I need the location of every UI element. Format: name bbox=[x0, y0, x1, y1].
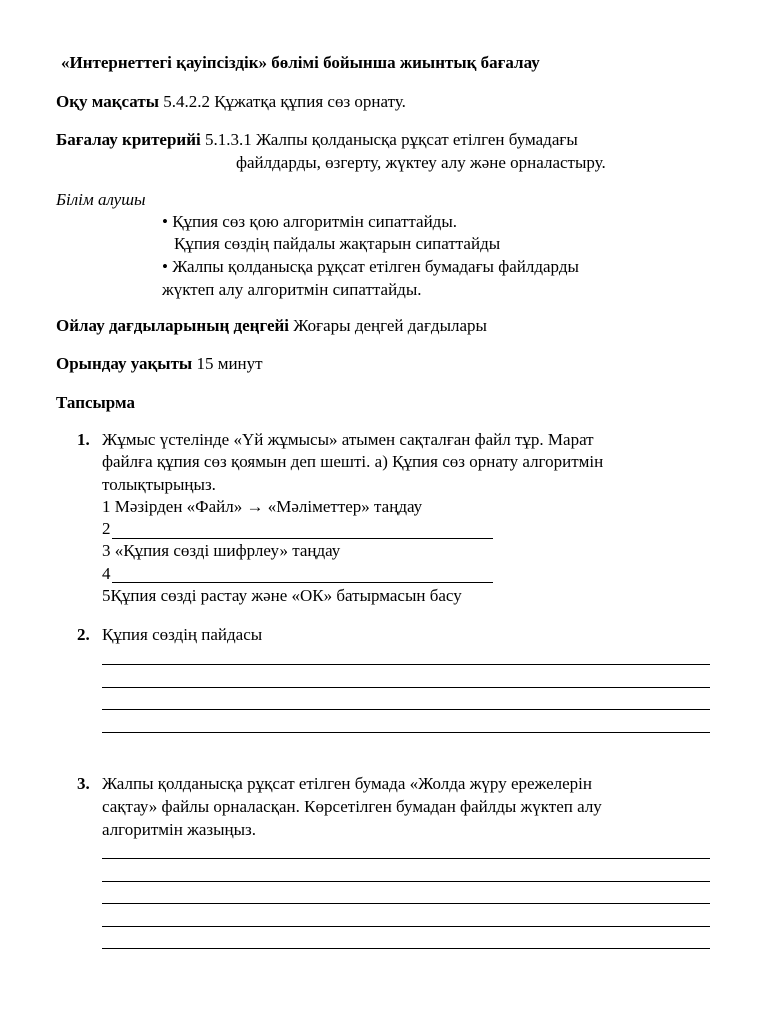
task-1-line-3: толықтырыңыз. bbox=[102, 475, 216, 494]
criteria-text-2: файлдарды, өзгерту, жүктеу алу және орналастыру. bbox=[236, 153, 606, 172]
learner-item-3: • Жалпы қолданысқа рұқсат етілген бумадағы файлдарды bbox=[162, 257, 579, 276]
time-label: Орындау уақыты bbox=[56, 354, 193, 373]
task-1-step-1: 1 Мәзірден «Файл» → «Мәліметтер» таңдау bbox=[102, 497, 423, 516]
task-2-answer-line-4[interactable] bbox=[102, 732, 710, 733]
task-3-answer-line-4[interactable] bbox=[102, 926, 710, 927]
task-2-number: 2. bbox=[77, 625, 90, 644]
time-text: 15 минут bbox=[196, 354, 263, 373]
task-1-step-3: 3 «Құпия сөзді шифрлеу» таңдау bbox=[102, 541, 341, 560]
task-3-answer-line-5[interactable] bbox=[102, 948, 710, 949]
task-3-line-2: сақтау» файлы орналасқан. Көрсетілген бумадан файлды жүктеп алу bbox=[102, 797, 602, 816]
task-1-step-2: 2 bbox=[102, 519, 111, 538]
task-3-answer-line-2[interactable] bbox=[102, 881, 710, 882]
objective-text: 5.4.2.2 Құжатқа құпия сөз орнату. bbox=[163, 92, 406, 111]
learner-item-1: • Құпия сөз қою алгоритмін сипаттайды. bbox=[162, 212, 457, 231]
learner-label: Білім алушы bbox=[56, 190, 146, 209]
task-3-answer-line-1[interactable] bbox=[102, 858, 710, 859]
task-3-number: 3. bbox=[77, 774, 90, 793]
task-3-answer-line-3[interactable] bbox=[102, 903, 710, 904]
task-1-line-1: Жұмыс үстелінде «Үй жұмысы» атымен сақталған файл тұр. Марат bbox=[102, 430, 594, 449]
objective-label: Оқу мақсаты bbox=[56, 92, 159, 111]
thinking-label: Ойлау дағдыларының деңгейі bbox=[56, 316, 290, 335]
criteria-label: Бағалау критерийі bbox=[56, 130, 201, 149]
criteria-text-1: 5.1.3.1 Жалпы қолданысқа рұқсат етілген бумадағы bbox=[205, 130, 578, 149]
objective-line bbox=[56, 91, 406, 113]
learner-item-4: жүктеп алу алгоритмін сипаттайды. bbox=[162, 280, 422, 299]
task-2-line-1: Құпия сөздің пайдасы bbox=[102, 625, 263, 644]
task-1-number: 1. bbox=[77, 430, 90, 449]
task-heading: Тапсырма bbox=[56, 393, 135, 412]
task-1-step-4: 4 bbox=[102, 564, 111, 583]
thinking-line bbox=[56, 315, 487, 337]
task-2-answer-line-3[interactable] bbox=[102, 709, 710, 710]
document-title: «Интернеттегі қауіпсіздік» бөлімі бойынша жиынтық бағалау bbox=[61, 53, 540, 72]
learner-item-2: Құпия сөздің пайдалы жақтарын сипаттайды bbox=[174, 234, 501, 253]
task-2-answer-line-2[interactable] bbox=[102, 687, 710, 688]
time-line bbox=[56, 353, 263, 375]
task-1-step-5: 5Құпия сөзді растау және «ОК» батырмасын басу bbox=[102, 586, 462, 605]
task-3-line-3: алгоритмін жазыңыз. bbox=[102, 820, 256, 839]
task-2-answer-line-1[interactable] bbox=[102, 664, 710, 665]
task-3-line-1: Жалпы қолданысқа рұқсат етілген бумада «Жолда жүру ережелерін bbox=[102, 774, 592, 793]
criteria-line-1 bbox=[56, 129, 578, 151]
thinking-text: Жоғары деңгей дағдылары bbox=[293, 316, 487, 335]
task-1-line-2: файлға құпия сөз қоямын деп шешті. а) Құпия сөз орнату алгоритмін bbox=[102, 452, 604, 471]
task-1-step-4-blank[interactable] bbox=[112, 582, 493, 583]
task-1-step-2-blank[interactable] bbox=[112, 538, 493, 539]
